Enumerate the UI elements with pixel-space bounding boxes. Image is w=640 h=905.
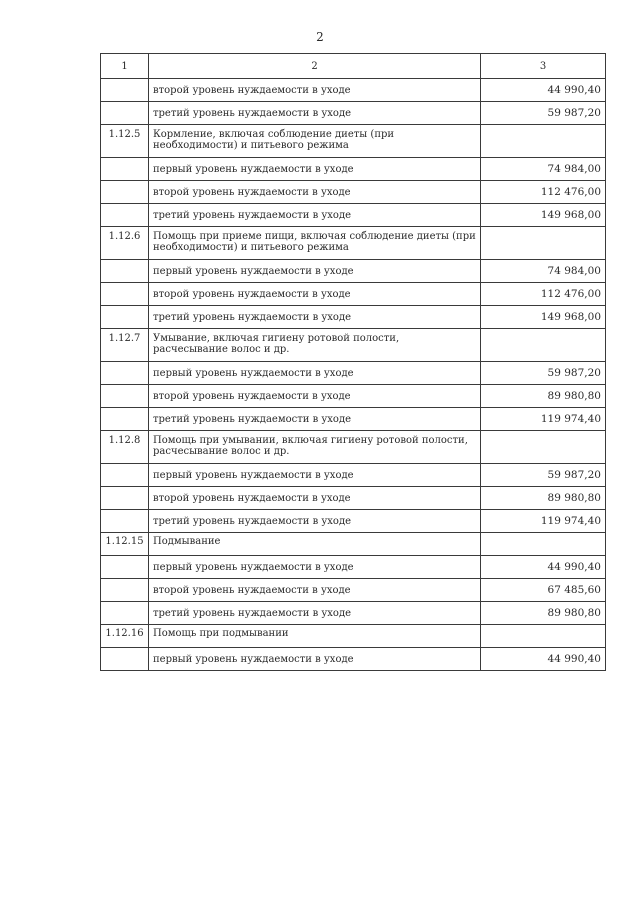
price-cell: 44 990,40 bbox=[481, 79, 606, 102]
price-cell bbox=[481, 431, 606, 464]
care-level-row bbox=[101, 283, 606, 306]
care-level-name-cell: первый уровень нуждаемости в уходе bbox=[149, 648, 481, 671]
service-code-cell bbox=[101, 158, 149, 181]
price-cell: 67 485,60 bbox=[481, 579, 606, 602]
care-level-name-cell: второй уровень нуждаемости в уходе bbox=[149, 579, 481, 602]
care-level-name-cell: второй уровень нуждаемости в уходе bbox=[149, 385, 481, 408]
care-level-name-cell: первый уровень нуждаемости в уходе bbox=[149, 362, 481, 385]
page-number: 2 bbox=[316, 30, 324, 44]
service-code-cell bbox=[101, 181, 149, 204]
service-code-cell bbox=[101, 602, 149, 625]
care-level-name-cell: третий уровень нуждаемости в уходе bbox=[149, 408, 481, 431]
care-level-name-cell: второй уровень нуждаемости в уходе bbox=[149, 79, 481, 102]
care-level-name-cell: первый уровень нуждаемости в уходе bbox=[149, 260, 481, 283]
care-level-name-cell: третий уровень нуждаемости в уходе bbox=[149, 204, 481, 227]
price-cell: 74 984,00 bbox=[481, 260, 606, 283]
price-cell bbox=[481, 329, 606, 362]
price-cell bbox=[481, 533, 606, 556]
tariff-table bbox=[100, 53, 606, 671]
service-row bbox=[101, 125, 606, 158]
service-code-cell bbox=[101, 579, 149, 602]
service-code-cell bbox=[101, 648, 149, 671]
price-cell: 44 990,40 bbox=[481, 648, 606, 671]
care-level-row bbox=[101, 510, 606, 533]
care-level-row bbox=[101, 602, 606, 625]
service-name-cell: Умывание, включая гигиену ротовой полости, расчесывание волос и др. bbox=[149, 329, 481, 362]
price-cell: 149 968,00 bbox=[481, 306, 606, 329]
column-header-1: 1 bbox=[101, 54, 149, 79]
service-code-cell: 1.12.7 bbox=[101, 329, 149, 362]
care-level-row bbox=[101, 181, 606, 204]
care-level-name-cell: первый уровень нуждаемости в уходе bbox=[149, 556, 481, 579]
service-name-cell: Помощь при умывании, включая гигиену ротовой полости, расчесывание волос и др. bbox=[149, 431, 481, 464]
table-body bbox=[101, 54, 606, 671]
care-level-name-cell: первый уровень нуждаемости в уходе bbox=[149, 158, 481, 181]
care-level-name-cell: третий уровень нуждаемости в уходе bbox=[149, 602, 481, 625]
care-level-row bbox=[101, 102, 606, 125]
care-level-row bbox=[101, 556, 606, 579]
price-cell: 74 984,00 bbox=[481, 158, 606, 181]
service-code-cell bbox=[101, 464, 149, 487]
service-code-cell: 1.12.8 bbox=[101, 431, 149, 464]
care-level-row bbox=[101, 579, 606, 602]
price-cell: 112 476,00 bbox=[481, 283, 606, 306]
service-code-cell bbox=[101, 487, 149, 510]
care-level-row bbox=[101, 204, 606, 227]
care-level-name-cell: второй уровень нуждаемости в уходе bbox=[149, 181, 481, 204]
care-level-name-cell: третий уровень нуждаемости в уходе bbox=[149, 510, 481, 533]
care-level-row bbox=[101, 362, 606, 385]
service-code-cell: 1.12.6 bbox=[101, 227, 149, 260]
service-row bbox=[101, 625, 606, 648]
care-level-row bbox=[101, 306, 606, 329]
care-level-row bbox=[101, 487, 606, 510]
price-cell bbox=[481, 125, 606, 158]
service-code-cell bbox=[101, 102, 149, 125]
service-code-cell bbox=[101, 362, 149, 385]
service-code-cell bbox=[101, 556, 149, 579]
price-cell: 59 987,20 bbox=[481, 362, 606, 385]
price-cell: 59 987,20 bbox=[481, 464, 606, 487]
care-level-name-cell: второй уровень нуждаемости в уходе bbox=[149, 283, 481, 306]
service-code-cell bbox=[101, 385, 149, 408]
price-cell: 59 987,20 bbox=[481, 102, 606, 125]
service-name-cell: Кормление, включая соблюдение диеты (при необходимости) и питьевого режима bbox=[149, 125, 481, 158]
care-level-row bbox=[101, 648, 606, 671]
service-code-cell bbox=[101, 260, 149, 283]
table-header-row bbox=[101, 54, 606, 79]
price-cell: 119 974,40 bbox=[481, 510, 606, 533]
service-code-cell bbox=[101, 283, 149, 306]
service-row bbox=[101, 533, 606, 556]
care-level-row bbox=[101, 464, 606, 487]
care-level-row bbox=[101, 158, 606, 181]
price-cell: 112 476,00 bbox=[481, 181, 606, 204]
care-level-name-cell: первый уровень нуждаемости в уходе bbox=[149, 464, 481, 487]
price-cell: 44 990,40 bbox=[481, 556, 606, 579]
care-level-name-cell: третий уровень нуждаемости в уходе bbox=[149, 306, 481, 329]
care-level-row bbox=[101, 260, 606, 283]
service-name-cell: Подмывание bbox=[149, 533, 481, 556]
service-code-cell bbox=[101, 204, 149, 227]
price-cell: 149 968,00 bbox=[481, 204, 606, 227]
service-code-cell bbox=[101, 79, 149, 102]
service-code-cell bbox=[101, 408, 149, 431]
care-level-row bbox=[101, 408, 606, 431]
service-name-cell: Помощь при подмывании bbox=[149, 625, 481, 648]
service-row bbox=[101, 329, 606, 362]
service-code-cell: 1.12.16 bbox=[101, 625, 149, 648]
column-header-2: 2 bbox=[149, 54, 481, 79]
care-level-name-cell: второй уровень нуждаемости в уходе bbox=[149, 487, 481, 510]
service-row bbox=[101, 227, 606, 260]
service-code-cell: 1.12.5 bbox=[101, 125, 149, 158]
price-cell: 89 980,80 bbox=[481, 602, 606, 625]
care-level-row bbox=[101, 79, 606, 102]
service-code-cell bbox=[101, 306, 149, 329]
service-code-cell: 1.12.15 bbox=[101, 533, 149, 556]
care-level-row bbox=[101, 385, 606, 408]
service-code-cell bbox=[101, 510, 149, 533]
price-cell bbox=[481, 227, 606, 260]
price-cell: 119 974,40 bbox=[481, 408, 606, 431]
care-level-name-cell: третий уровень нуждаемости в уходе bbox=[149, 102, 481, 125]
price-cell: 89 980,80 bbox=[481, 385, 606, 408]
price-cell: 89 980,80 bbox=[481, 487, 606, 510]
column-header-3: 3 bbox=[481, 54, 606, 79]
price-cell bbox=[481, 625, 606, 648]
service-row bbox=[101, 431, 606, 464]
service-name-cell: Помощь при приеме пищи, включая соблюдение диеты (при необходимости) и питьевого режима bbox=[149, 227, 481, 260]
